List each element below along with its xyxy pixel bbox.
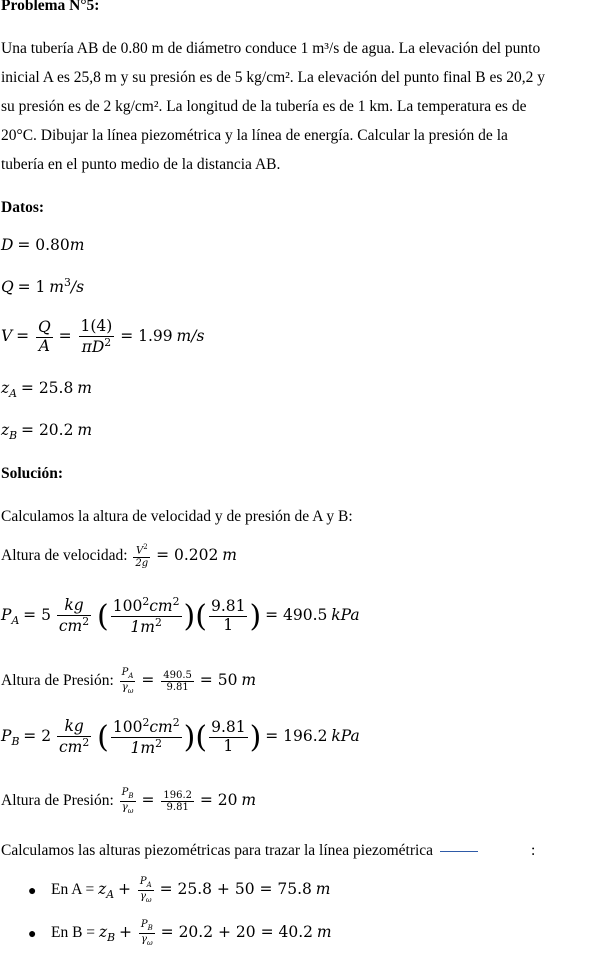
bullet-icon: ●: [28, 884, 37, 899]
fraction-pb-over-gamma: $\frac{P_B}{\gamma_\omega}$: [140, 919, 153, 947]
fraction-conversion: $\frac{100^2cm^2}{1m^2}$: [112, 716, 180, 758]
pressure-head-b-line: Altura de Presión: $\frac{P_B}{\gamma_\omega}$ = $\frac{196.2}{9.81}$ = 20 m: [1, 787, 257, 815]
problem-title: Problema N°5:: [1, 0, 100, 14]
equation-zb: $z_B = 20.2$ m: [1, 421, 93, 443]
eq-value: 1.99: [138, 326, 173, 345]
fraction-pb-over-gamma: $\frac{P_B}{\gamma_\omega}$: [121, 787, 134, 815]
fraction-v2-over-2g: $\frac{V^2}{2g}$: [135, 543, 149, 569]
equation-za: $z_A = 25.8$ m: [1, 379, 92, 401]
equation-pb: $P_B = 2$ $\frac{kg}{cm^2}$ ( $\frac{100^2cm^2}{1m^2}$ )( $\frac{9.81}{1}$ ) = 196.2 kPa: [1, 716, 360, 758]
strike-mark: [440, 851, 478, 852]
eq-unit-per: /s: [70, 278, 85, 297]
eq-unit: m/s: [176, 326, 205, 345]
fraction-values: $\frac{196.2}{9.81}$: [163, 789, 192, 813]
eq-var: Q: [1, 278, 14, 297]
eq-var: V: [1, 326, 13, 345]
paragraph-line-4: 20°C. Dibujar la línea piezométrica y la línea de energía. Calcular la presión de la: [1, 127, 508, 144]
eq-unit: m: [69, 236, 85, 254]
solucion-heading: Solución:: [1, 465, 64, 482]
piezometric-colon: :: [531, 842, 536, 859]
eq-value: 0.80: [35, 236, 70, 254]
fraction-4-over-pi-d2: $\frac{1(4)}{\pi D^2}$: [80, 317, 113, 356]
velocity-head-label: Altura de velocidad:: [1, 547, 128, 564]
fraction-conversion: $\frac{100^2cm^2}{1m^2}$: [112, 595, 180, 637]
fraction-values: $\frac{490.5}{9.81}$: [163, 669, 192, 693]
paragraph-line-3: su presión es de 2 kg/cm². La longitud de la tubería es de 1 km. La temperatura es de: [1, 98, 527, 115]
equation-pa: $P_A = 5$ $\frac{kg}{cm^2}$ ( $\frac{100^2cm^2}{1m^2}$ )( $\frac{9.81}{1}$ ) = 490.5 kPa: [1, 595, 360, 637]
bullet-en-b: En $B = z_B$ + $\frac{P_B}{\gamma_\omega}$ = 20.2 + 20 = 40.2 m: [51, 919, 332, 947]
paragraph-line-5: tubería en el punto medio de la distancia AB.: [1, 156, 281, 173]
eq-exponent: 3: [63, 276, 71, 289]
equation-diameter: D = 0.80m: [1, 236, 85, 254]
eq-unit: m: [49, 278, 64, 297]
bullet-en-a: En $A = z_A$ + $\frac{P_A}{\gamma_\omega}$ = 25.8 + 50 = 75.8 m: [51, 876, 331, 904]
bullet-icon: ●: [28, 927, 37, 942]
pressure-head-a-line: Altura de Presión: $\frac{P_A}{\gamma_\omega}$ = $\frac{490.5}{9.81}$ = 50 m: [1, 667, 257, 695]
fraction-gravity: $\frac{9.81}{1}$: [211, 718, 246, 755]
pressure-head-label: Altura de Presión:: [1, 672, 114, 689]
fraction-pa-over-gamma: $\frac{P_A}{\gamma_\omega}$: [121, 667, 134, 695]
fraction-kg-cm2: $\frac{kg}{cm^2}$: [58, 717, 90, 757]
piezometric-intro-line: Calculamos las alturas piezométricas para trazar la línea piezométrica: [1, 842, 434, 859]
fraction-kg-cm2: $\frac{kg}{cm^2}$: [58, 596, 90, 636]
equation-velocity: V = $\frac{Q}{A}$ = $\frac{1(4)}{\pi D^2}$ = 1.99 m/s: [1, 317, 205, 356]
fraction-gravity: $\frac{9.81}{1}$: [210, 597, 246, 634]
pressure-head-label: Altura de Presión:: [1, 792, 114, 809]
eq-var: D: [1, 236, 14, 254]
calc-intro-line: Calculamos la altura de velocidad y de presión de A y B:: [1, 508, 353, 525]
eq-value: 1: [35, 278, 46, 297]
fraction-pa-over-gamma: $\frac{P_A}{\gamma_\omega}$: [139, 876, 152, 904]
equation-flow: Q = 1 $m^3/s$: [1, 276, 85, 297]
paragraph-line-1: Una tubería AB de 0.80 m de diámetro conduce 1 m³/s de agua. La elevación del punto: [1, 40, 541, 57]
datos-heading: Datos:: [1, 199, 45, 216]
fraction-q-over-a: $\frac{Q}{A}$: [38, 318, 51, 355]
velocity-head-line: Altura de velocidad: $\frac{V^2}{2g}$ = 0.202 m: [1, 543, 237, 569]
paragraph-line-2: inicial A es 25,8 m y su presión es de 5 kg/cm². La elevación del punto final B es 20,2 y: [1, 69, 546, 86]
